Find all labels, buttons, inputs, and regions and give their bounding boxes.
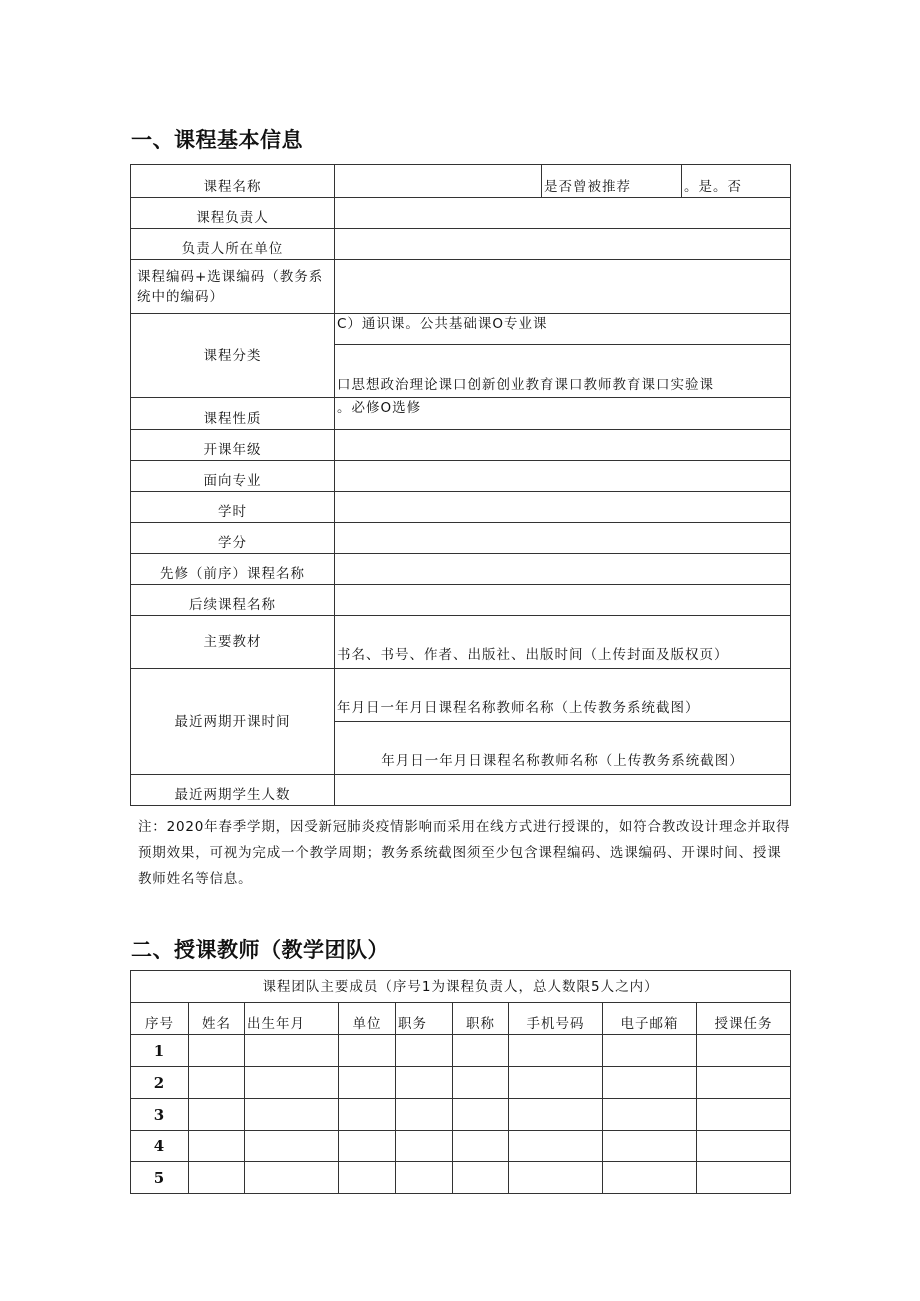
birth-cell[interactable] <box>245 1067 339 1099</box>
position-cell[interactable] <box>396 1131 453 1162</box>
birth-cell[interactable] <box>245 1131 339 1162</box>
followup-field[interactable] <box>335 585 791 616</box>
title-cell[interactable] <box>453 1099 509 1131</box>
course-name-label: 课程名称 <box>131 165 335 198</box>
team-caption: 课程团队主要成员（序号1为课程负责人，总人数限5人之内） <box>131 971 791 1003</box>
name-cell[interactable] <box>189 1162 245 1194</box>
row-number: 4 <box>131 1131 189 1162</box>
phone-cell[interactable] <box>509 1162 603 1194</box>
unit-label: 负责人所在单位 <box>131 229 335 260</box>
unit-cell[interactable] <box>339 1131 396 1162</box>
note-text: 注：2020年春季学期，因受新冠肺炎疫情影响而采用在线方式进行授课的，如符合教改设计理念并取得预期效果，可视为完成一个教学周期；教务系统截图须至少包含课程编码、选课编码、开课时间、授课教师姓名等信息。 <box>138 819 791 887</box>
category-label: 课程分类 <box>131 314 335 398</box>
hours-label: 学时 <box>131 492 335 523</box>
unit-cell[interactable] <box>339 1035 396 1067</box>
credits-label: 学分 <box>131 523 335 554</box>
phone-cell[interactable] <box>509 1067 603 1099</box>
position-cell[interactable] <box>396 1067 453 1099</box>
team-table <box>130 970 791 1194</box>
nature-field[interactable]: 。必修O选修 <box>335 398 791 430</box>
email-cell[interactable] <box>603 1067 697 1099</box>
birth-cell[interactable] <box>245 1099 339 1131</box>
unit-cell[interactable] <box>339 1067 396 1099</box>
row-number: 5 <box>131 1162 189 1194</box>
recommended-options[interactable]: 。是。否 <box>682 165 791 198</box>
unit-cell[interactable] <box>339 1162 396 1194</box>
row-number: 1 <box>131 1035 189 1067</box>
course-name-field[interactable] <box>335 165 542 198</box>
section1-title: 一、课程基本信息 <box>131 128 303 152</box>
nature-label: 课程性质 <box>131 398 335 430</box>
title-cell[interactable] <box>453 1035 509 1067</box>
birth-cell[interactable] <box>245 1035 339 1067</box>
phone-cell[interactable] <box>509 1035 603 1067</box>
section2-title: 二、授课教师（教学团队） <box>131 938 389 962</box>
code-field[interactable] <box>335 260 791 314</box>
table-row <box>131 1162 791 1194</box>
col-header: 序号 <box>131 1003 189 1035</box>
leader-field[interactable] <box>335 198 791 229</box>
unit-field[interactable] <box>335 229 791 260</box>
col-header: 出生年月 <box>245 1003 339 1035</box>
hours-field[interactable] <box>335 492 791 523</box>
col-header: 电子邮箱 <box>603 1003 697 1035</box>
col-header: 职务 <box>396 1003 453 1035</box>
col-header: 单位 <box>339 1003 396 1035</box>
table-row <box>131 1099 791 1131</box>
phone-cell[interactable] <box>509 1099 603 1131</box>
col-header: 职称 <box>453 1003 509 1035</box>
title-cell[interactable] <box>453 1162 509 1194</box>
students-field[interactable] <box>335 775 791 806</box>
birth-cell[interactable] <box>245 1162 339 1194</box>
col-header: 手机号码 <box>509 1003 603 1035</box>
textbook-label: 主要教材 <box>131 616 335 669</box>
category-line2[interactable]: 口思想政治理论课口创新创业教育课口教师教育课口实验课 <box>335 345 791 398</box>
table-row <box>131 1067 791 1099</box>
col-header: 授课任务 <box>697 1003 791 1035</box>
category-line1[interactable]: C）通识课。公共基础课O专业课 <box>335 314 791 345</box>
email-cell[interactable] <box>603 1099 697 1131</box>
credits-field[interactable] <box>335 523 791 554</box>
major-field[interactable] <box>335 461 791 492</box>
phone-cell[interactable] <box>509 1131 603 1162</box>
col-header: 姓名 <box>189 1003 245 1035</box>
position-cell[interactable] <box>396 1035 453 1067</box>
table-row <box>131 1131 791 1162</box>
recommended-label: 是否曾被推荐 <box>542 165 682 198</box>
leader-label: 课程负责人 <box>131 198 335 229</box>
email-cell[interactable] <box>603 1035 697 1067</box>
position-cell[interactable] <box>396 1099 453 1131</box>
name-cell[interactable] <box>189 1131 245 1162</box>
task-cell[interactable] <box>697 1099 791 1131</box>
task-cell[interactable] <box>697 1035 791 1067</box>
position-cell[interactable] <box>396 1162 453 1194</box>
code-label: 课程编码+选课编码（教务系统中的编码） <box>131 260 335 314</box>
unit-cell[interactable] <box>339 1099 396 1131</box>
recent-terms-label: 最近两期开课时间 <box>131 669 335 775</box>
name-cell[interactable] <box>189 1099 245 1131</box>
task-cell[interactable] <box>697 1162 791 1194</box>
recent-terms-line2[interactable]: 年月日一年月日课程名称教师名称（上传教务系统截图） <box>335 722 791 775</box>
grade-label: 开课年级 <box>131 430 335 461</box>
task-cell[interactable] <box>697 1067 791 1099</box>
major-label: 面向专业 <box>131 461 335 492</box>
title-cell[interactable] <box>453 1067 509 1099</box>
task-cell[interactable] <box>697 1131 791 1162</box>
row-number: 3 <box>131 1099 189 1131</box>
students-label: 最近两期学生人数 <box>131 775 335 806</box>
prereq-field[interactable] <box>335 554 791 585</box>
prereq-label: 先修（前序）课程名称 <box>131 554 335 585</box>
email-cell[interactable] <box>603 1162 697 1194</box>
grade-field[interactable] <box>335 430 791 461</box>
name-cell[interactable] <box>189 1067 245 1099</box>
course-info-table <box>130 164 791 806</box>
name-cell[interactable] <box>189 1035 245 1067</box>
email-cell[interactable] <box>603 1131 697 1162</box>
title-cell[interactable] <box>453 1131 509 1162</box>
row-number: 2 <box>131 1067 189 1099</box>
table-row <box>131 1035 791 1067</box>
recent-terms-line1[interactable]: 年月日一年月日课程名称教师名称（上传教务系统截图） <box>335 669 791 722</box>
textbook-field[interactable]: 书名、书号、作者、出版社、出版时间（上传封面及版权页） <box>335 616 791 669</box>
followup-label: 后续课程名称 <box>131 585 335 616</box>
